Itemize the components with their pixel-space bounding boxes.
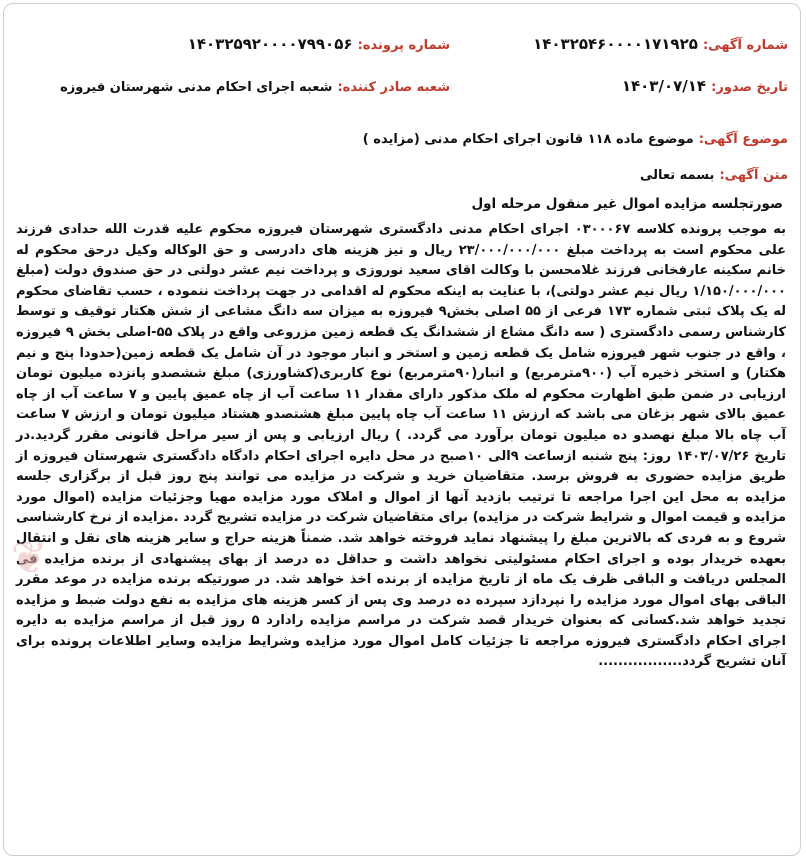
- case-number-label: شماره پرونده:: [357, 38, 450, 53]
- notice-number-row: [533, 34, 788, 53]
- notice-body: به موجب پرونده کلاسه ۰۳۰۰۰۶۷ اجرای احکام مدنی دادگستری شهرستان فیروزه محکوم علیه قدرت الله حدادی فرزند علی محکوم است به پرداخت مبلغ ۲۳/۰۰۰/۰۰۰/۰۰۰ ریال و نیز هزینه های دادرسی و حق الوکاله وکیل درحق محکوم له خانم سکینه عارفخانی فرزند غلامحسن با وکالت اقای سعید نوروزی و پرداخت نیم عشر دولتی در حق صندوق دولت (مبلغ ۱/۱۵۰/۰۰۰/۰۰۰ ریال نیم عشر دولتی)، با عنایت به اینکه محکوم له اقدامی در جهت پرداخت ننموده ، حسب تقاضای محکوم له یک پلاک ثبتی شماره ۱۷۳ فرعی از ۵۵ اصلی بخش۹ فیروزه به میزان سه دانگ مشاعی از شش هکتار توقیف و توسط کارشناس رسمی دادگستری ( سه دانگ مشاع از ششدانگ یک قطعه زمین مزروعی واقع در پلاک ۵۵-اصلی بخش ۹ فیروزه ، واقع در جنوب شهر فیروزه شامل یک قطعه زمین و استخر و انبار موجود در آن شامل یک قطعه زمین(حدودا پنج و نیم هکتار) و استخر ذخیره آب (۹۰۰مترمربع) و انبار(۹۰مترمربع) نوع کاربری(کشاورزی) مبلغ ششصدو پانزده میلیون تومان ارزیابی در ضمن طبق اظهارت محکوم له ملک مذکور دارای مقدار ۱۱ ساعت آب از چاه عمیق پایین و ۷ ساعت آب از چاه عمیق بالای شهر بزغان می باشد که ارزش ۱۱ ساعت آب چاه پایین مبلغ هشتصدو هشتاد میلیون تومان و ارزش ۷ ساعت آب چاه بالا مبلغ نهصدو ده میلیون تومان برآورد می گردد. ) ریال ارزیابی و پس از سیر مراحل قانونی مقرر گردید.در تاریخ ۱۴۰۳/۰۷/۲۶ روز: پنج شنبه ازساعت ۹الی ۱۰صبح در محل دایره اجرای احکام دادگاه دادگستری شهرستان فیروزه از طریق مزایده حضوری به فروش برسد. متقاضیان خرید و شرکت در مزایده می توانند پنج روز قبل از برگزاری جلسه مزایده به محل این اجرا مراجعه تا ترتیب بازدید آنها از اموال و املاک مورد مزایده مهیا وجزئیات مزایده (اموال مورد مزایده و قیمت اموال و شرایط شرکت در مزایده) برای متقاضیان شرکت در مزایده تشریح گردد .مزایده از نرخ کارشناسی شروع و به فردی که بالاترین مبلغ را پیشنهاد نماید فروخته خواهد شد. ضمناً هزینه حراج و سایر هزینه های نقل و انتقال بعهده خریدار بوده و اجرای احکام مسئولیتی نخواهد داشت و حداقل ده درصد از بهای پیشنهادی از برنده مزایده فی المجلس دریافت و الباقی ظرف یک ماه از تاریخ مزایده از برنده اخذ خواهد شد. در صورتیکه برنده مزایده در موعد مقرر الباقی بهای اموال مورد مزایده را نپردازد سپرده ده درصد وی پس از کسر هزینه های مزایده به نفع دولت ضبط و مزایده تجدید خواهد شد.کسانی که بعنوان خریدار قصد شرکت در مراسم مزایده رادارد ۵ روز قبل از مراسم مزایده به دایره اجرای احکام دادگستری فیروزه مراجعه تا جزئیات کامل اموال مورد مزایده وشرایط مزایده وسایر اطلاعات پرونده برای آنان تشریح گردد.................: [16, 222, 787, 670]
- issue-date-row: [622, 76, 788, 95]
- issue-date-label: تاریخ صدور:: [711, 80, 788, 95]
- case-number-row: [188, 34, 450, 53]
- text-section-label: متن آگهی:: [719, 168, 788, 183]
- case-number: ۱۴۰۳۲۵۹۲۰۰۰۰۷۹۹۰۵۶: [187, 35, 353, 53]
- subject-label: موضوع آگهی:: [698, 132, 788, 147]
- issuer-row: [60, 76, 450, 95]
- issue-date: ۱۴۰۳/۰۷/۱۴: [621, 77, 707, 95]
- issuer-label: شعبه صادر کننده:: [337, 80, 450, 95]
- watermark-logo: ❦: [10, 533, 48, 584]
- subject-row: [363, 128, 788, 147]
- text-section-value: بسمه تعالی: [640, 168, 715, 183]
- auction-title: صورتجلسه مزایده اموال غیر منقول مرحله اول: [471, 196, 783, 212]
- notice-card: [3, 3, 801, 856]
- subject-value: موضوع ماده ۱۱۸ قانون اجرای احکام مدنی (مزایده ): [362, 132, 694, 147]
- issuer: شعبه اجرای احکام مدنی شهرستان فیروزه: [60, 80, 333, 95]
- text-section-row: [640, 164, 788, 183]
- notice-number-label: شماره آگهی:: [702, 38, 788, 53]
- notice-number: ۱۴۰۳۲۵۴۶۰۰۰۰۱۷۱۹۲۵: [533, 35, 698, 53]
